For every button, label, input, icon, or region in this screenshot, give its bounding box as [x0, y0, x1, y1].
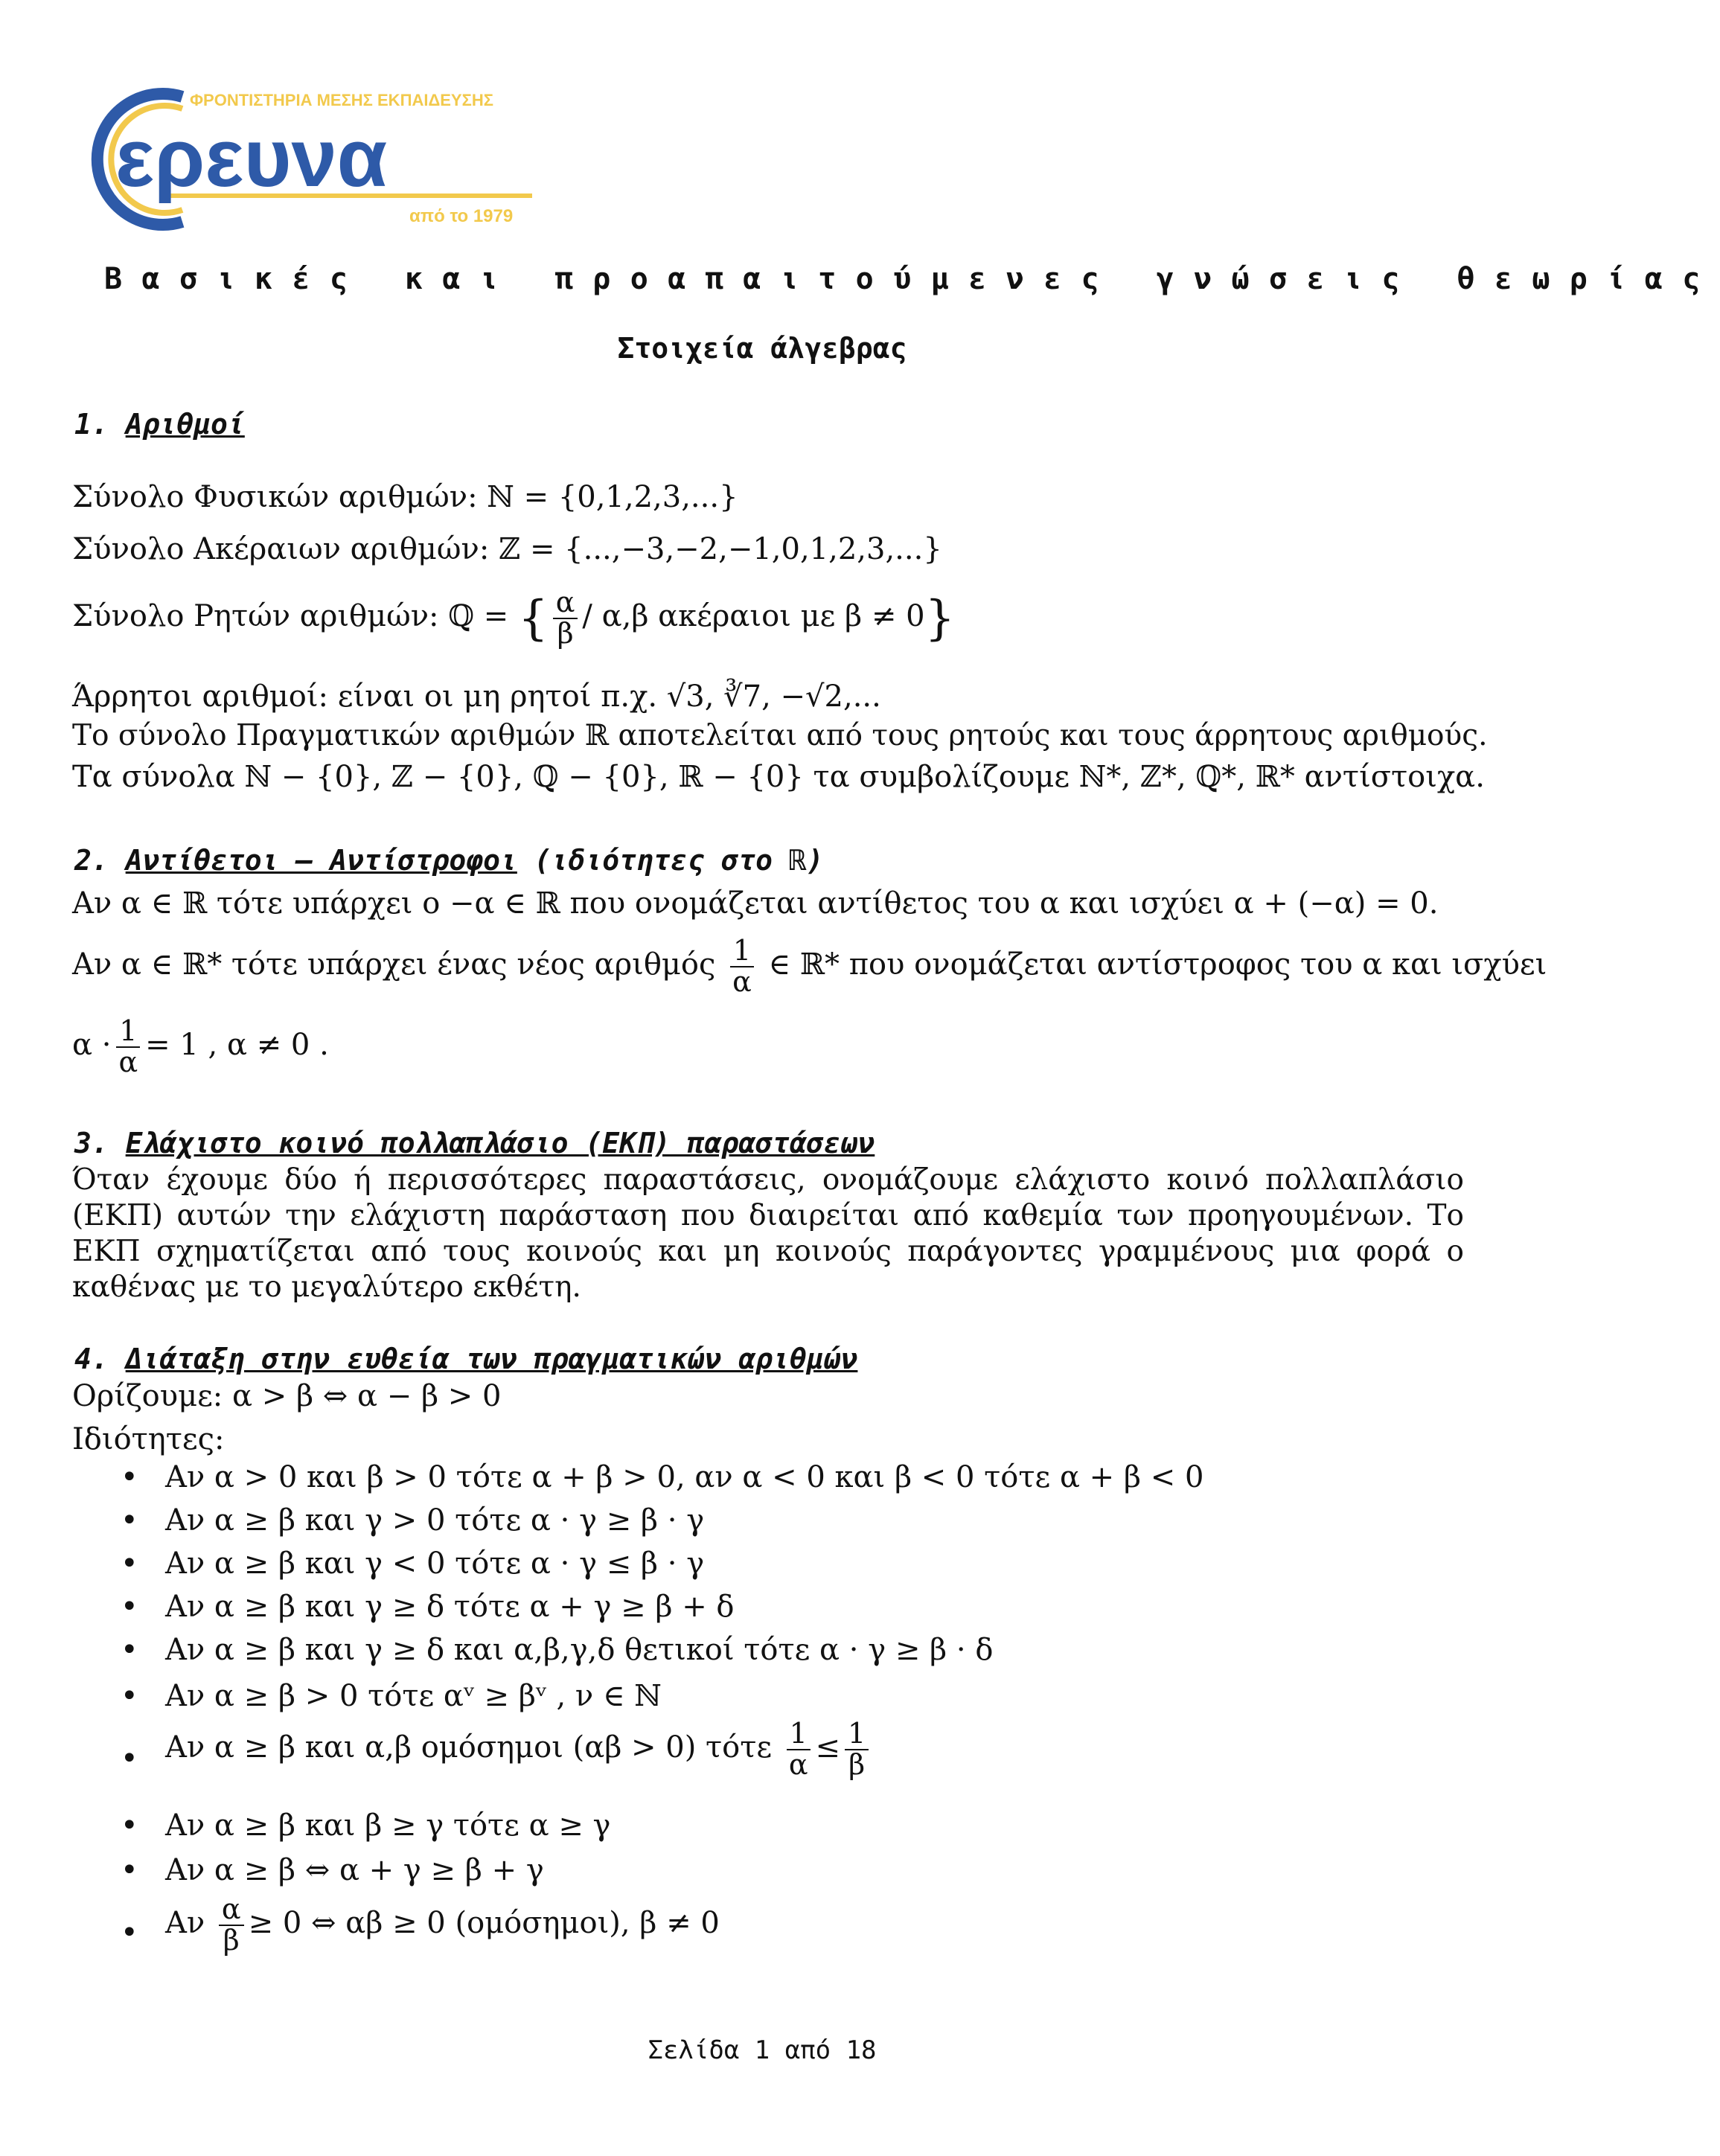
page-footer: Σελίδα 1 από 18	[648, 2035, 877, 2065]
section-number: 1.	[74, 408, 109, 441]
logo-top-text: ΦΡΟΝΤΙΣΤΗΡΙΑ ΜΕΣΗΣ ΕΚΠΑΙΔΕΥΣΗΣ	[190, 91, 493, 109]
opposite-line: Αν α ∈ ℝ τότε υπάρχει ο −α ∈ ℝ που ονομάζεται αντίθετος του α και ισχύει α + (−α) = 0.	[72, 886, 1439, 921]
section-title: Διάταξη στην ευθεία των πραγματικών αριθμών	[125, 1343, 858, 1375]
natural-numbers: Σύνολο Φυσικών αριθμών: ℕ = {0,1,2,3,...}	[72, 480, 738, 514]
section-1-heading	[74, 408, 245, 441]
bullet-icon: •	[121, 1460, 138, 1494]
page-subtitle: Στοιχεία άλγεβρας	[617, 332, 907, 365]
list-item: Αν α ≥ β ⇔ α + γ ≥ β + γ	[165, 1853, 544, 1887]
list-item: Αν α ≥ β > 0 τότε αᵛ ≥ βᵛ , ν ∈ ℕ	[165, 1679, 662, 1713]
list-item: Αν α ≥ β και γ < 0 τότε α · γ ≤ β · γ	[165, 1546, 705, 1581]
bullet-icon: •	[121, 1546, 138, 1581]
logo-name: ερευνα	[115, 112, 388, 204]
bullet-icon: •	[121, 1916, 138, 1950]
list-item: Αν α ≥ β και γ > 0 τότε α · γ ≥ β · γ	[165, 1503, 705, 1538]
inverse-line: Αν α ∈ ℝ* τότε υπάρχει ένας νέος αριθμός $\frac{1}{\alpha}$ ∈ ℝ* που ονομάζεται αντίστροφος του α και ισχύει	[72, 934, 1547, 998]
logo-since: από το 1979	[409, 206, 514, 226]
properties-label: Ιδιότητες:	[72, 1422, 225, 1456]
list-item: Αν α ≥ β και γ ≥ δ τότε α + γ ≥ β + δ	[165, 1590, 735, 1624]
product-line: α · $\frac{1}{\alpha}$ = 1 , α ≠ 0 .	[72, 1014, 329, 1078]
order-definition: Ορίζουμε: α > β ⇔ α − β > 0	[72, 1379, 502, 1413]
product-fraction: $\frac{1}{\alpha}$	[115, 1017, 141, 1078]
section-4-heading: 4. Διάταξη στην ευθεία των πραγματικών αριθμών	[74, 1343, 858, 1375]
rational-numbers: Σύνολο Ρητών αριθμών: ℚ = { $\frac{\alpha}{\beta}$ / α,β ακέραιοι με β ≠ 0}	[72, 586, 956, 650]
bullet-icon: •	[121, 1808, 138, 1843]
list-item: Αν α ≥ β και β ≥ γ τότε α ≥ γ	[165, 1808, 611, 1843]
list-item: Αν α ≥ β και α,β ομόσημοι (αβ > 0) τότε $\frac{1}{\alpha}$ ≤ $\frac{1}{\beta}$	[165, 1719, 873, 1780]
bullet-icon: •	[121, 1503, 138, 1538]
rational-label: Σύνολο Ρητών αριθμών: ℚ =	[72, 598, 519, 633]
list-item: Αν α > 0 και β > 0 τότε α + β > 0, αν α < 0 και β < 0 τότε α + β < 0	[165, 1460, 1204, 1494]
bullet-icon: •	[121, 1633, 138, 1667]
irrational-numbers: Άρρητοι αριθμοί: είναι οι μη ρητοί π.χ. √3, ∛7, −√2,...	[72, 679, 881, 714]
bullet-icon: •	[121, 1853, 138, 1887]
section-title: Ελάχιστο κοινό πολλαπλάσιο (ΕΚΠ) παραστάσεων	[125, 1127, 875, 1159]
fraction: $\frac{\alpha}{\beta}$	[219, 1895, 244, 1956]
page-title: Βασικές και προαπαιτούμενες γνώσεις θεωρίας	[104, 262, 1720, 296]
inverse-fraction: $\frac{1}{\alpha}$	[729, 936, 755, 997]
bullet-icon: •	[121, 1590, 138, 1624]
sets-line: Τα σύνολα ℕ − {0}, ℤ − {0}, ℚ − {0}, ℝ − {0} τα συμβολίζουμε ℕ*, ℤ*, ℚ*, ℝ* αντίστοιχα.	[72, 760, 1485, 794]
bullet-icon: •	[121, 1679, 138, 1713]
list-item: Αν $\frac{\alpha}{\beta}$ ≥ 0 ⇔ αβ ≥ 0 (ομόσημοι), β ≠ 0	[165, 1893, 720, 1957]
section-title: Αντίθετοι – Αντίστροφοι	[125, 844, 517, 877]
bullet-icon: •	[121, 1741, 138, 1776]
fraction: $\frac{1}{\beta}$	[845, 1719, 869, 1780]
rational-rest: / α,β ακέραιοι με β ≠ 0	[582, 598, 925, 633]
real-numbers: Το σύνολο Πραγματικών αριθμών ℝ αποτελείται από τους ρητούς και τους άρρητους αριθμούς.	[72, 719, 1488, 752]
section-2-heading: 2. Αντίθετοι – Αντίστροφοι (ιδιότητες στο ℝ)	[74, 844, 824, 877]
integer-numbers: Σύνολο Ακέραιων αριθμών: ℤ = {...,−3,−2,−1,0,1,2,3,...}	[72, 532, 942, 566]
section-title: Αριθμοί	[125, 408, 245, 441]
rational-fraction: $\frac{\alpha}{\beta}$	[553, 588, 578, 649]
section-3-heading: 3. Ελάχιστο κοινό πολλαπλάσιο (ΕΚΠ) παραστάσεων	[74, 1127, 875, 1159]
lcm-paragraph: Όταν έχουμε δύο ή περισσότερες παραστάσεις, ονομάζουμε ελάχιστο κοινό πολλαπλάσιο (ΕΚΠ) αυτών την ελάχιστη παράσταση που διαιρείται από καθεμία των προηγουμένων. Το ΕΚΠ σχηματίζεται από τους κοινούς και μη κοινούς παράγοντες γραμμένους μια φορά ο καθένας με το μεγαλύτερο εκθέτη.	[72, 1163, 1464, 1304]
logo	[71, 88, 540, 229]
list-item: Αν α ≥ β και γ ≥ δ και α,β,γ,δ θετικοί τότε α · γ ≥ β · δ	[165, 1633, 994, 1667]
logo-graphic	[71, 88, 540, 229]
fraction: $\frac{1}{\alpha}$	[786, 1719, 811, 1780]
